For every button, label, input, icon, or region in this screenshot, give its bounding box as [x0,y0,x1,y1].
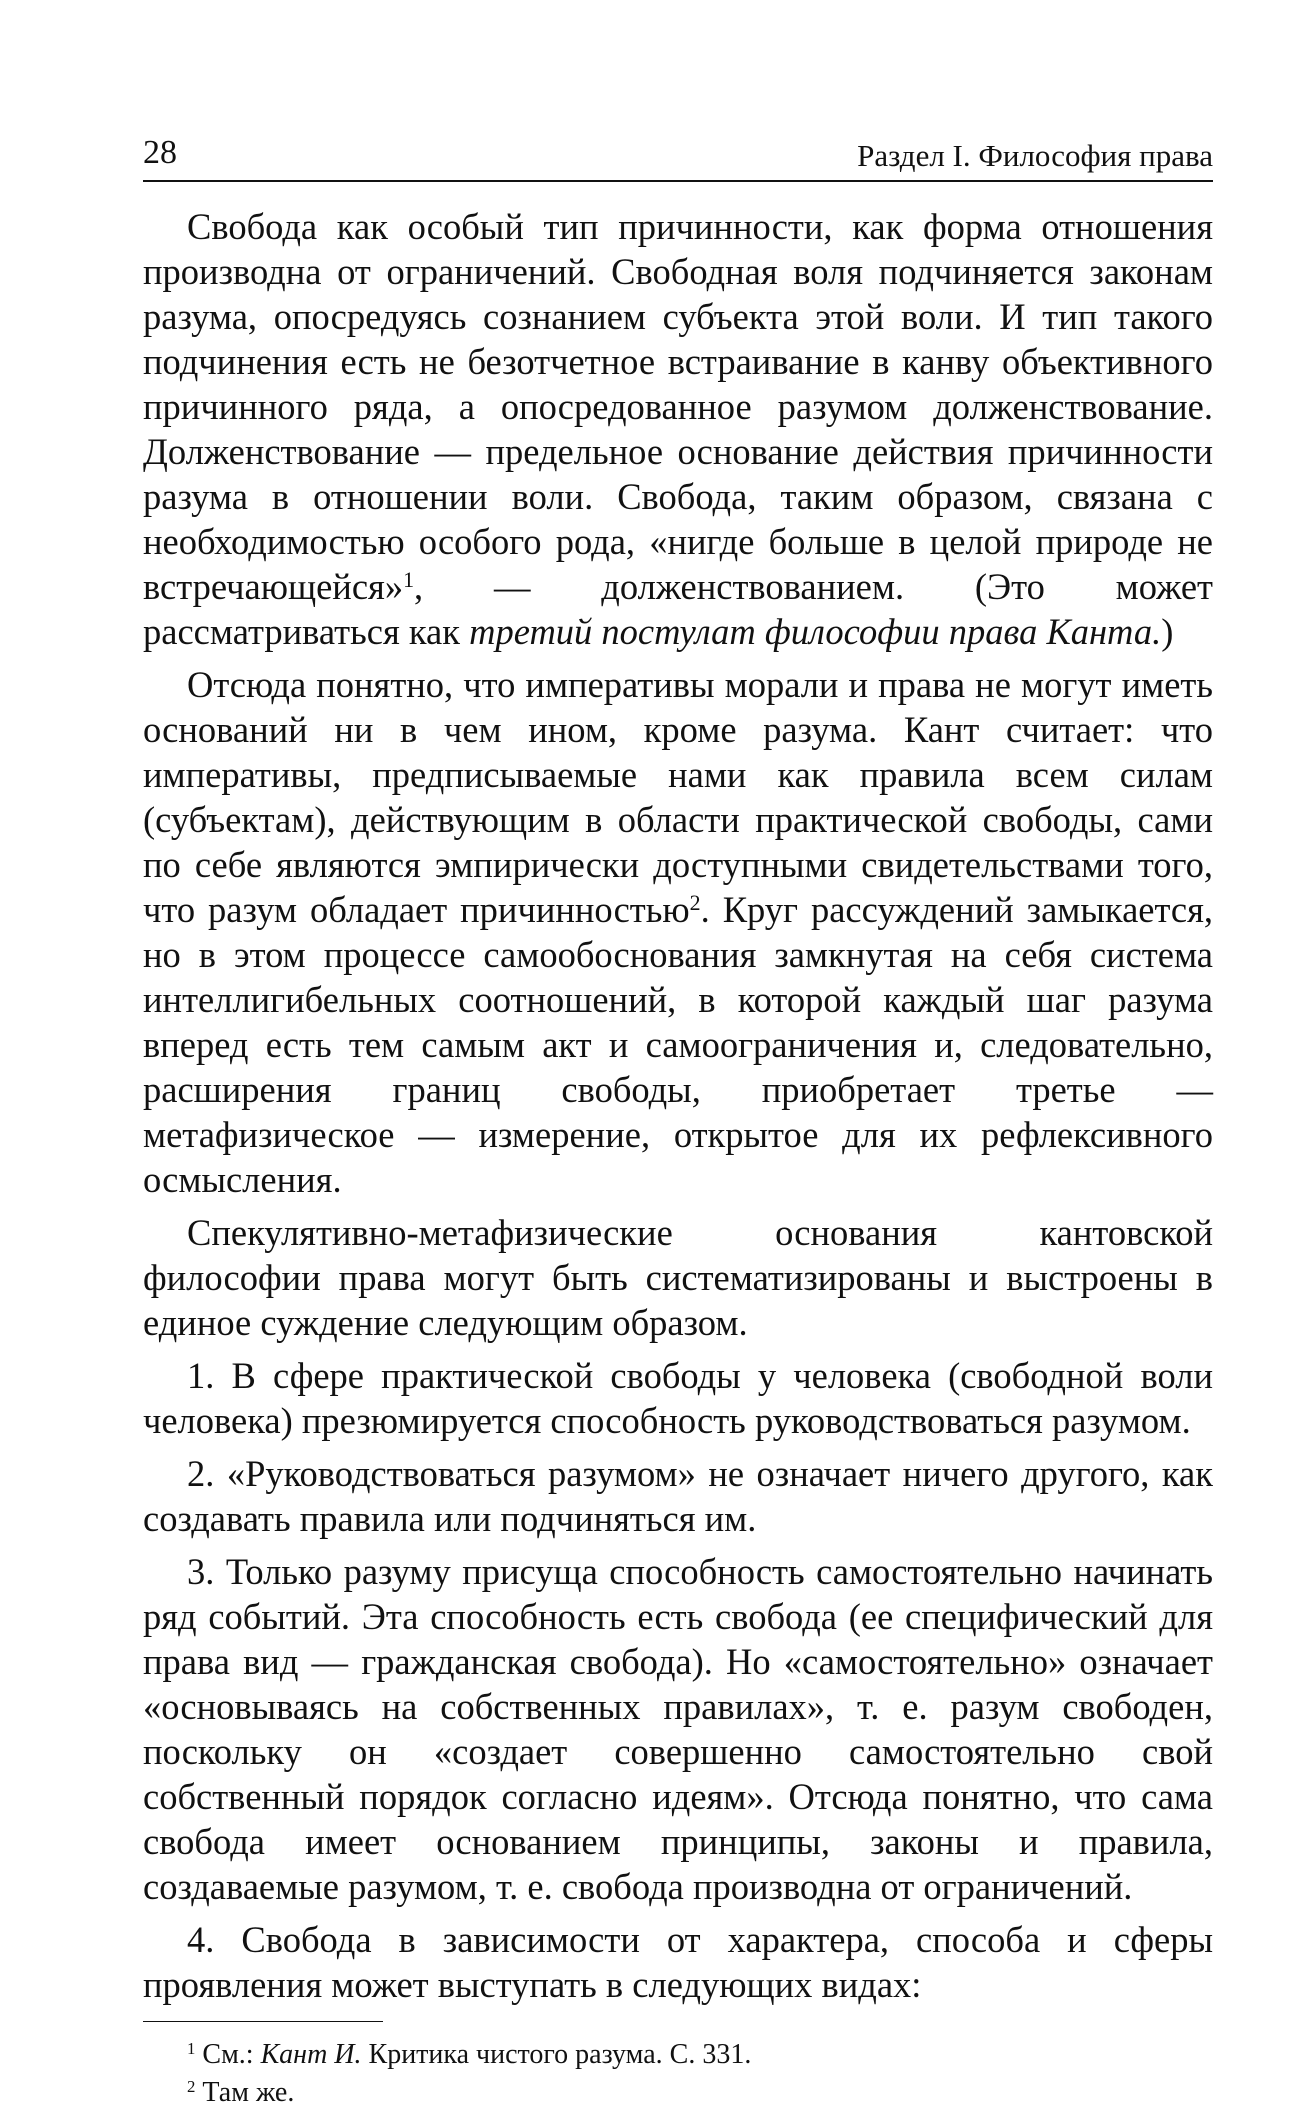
paragraph-text: , — долженствованием. (Это может рассматриваться как [143,566,1213,652]
footnote-prefix: См.: [195,2039,261,2070]
section-title: Раздел I. Философия права [857,138,1213,173]
paragraph-text: . Круг рассуждений замыкается, но в этом процессе самообоснования замкнутая на себя система интеллигибельных соотношений, в которой каждый шаг разума вперед есть тем самым акт и самоограничения и, следовательно, расширения границ свободы, приобретает третье — метафизическое — измерение, открытое для их рефлексивного осмысления. [143,889,1213,1200]
footnote-1 [143,2036,1213,2074]
running-head [143,128,1213,182]
footnote-number: 1 [187,2038,196,2058]
footnote-ref: 2 [689,889,701,915]
footnote-divider [143,2021,383,2022]
italic-phrase: третий постулат философии права Канта. [469,611,1162,652]
paragraph-text: Свобода как особый тип причинности, как форма отношения производна от ограничений. Свободная воля подчиняется законам разума, опосредуясь сознанием субъекта этой воли. И тип такого подчинения есть не безотчетное встраивание в канву объективного причинного ряда, а опосредованное разумом долженствование. Долженствование — предельное основание действия причинности разума в отношении воли. Свобода, таким образом, связана с необходимостью особого рода, «нигде больше в целой природе не встречающейся» [143,206,1213,607]
footnote-text: Критика чистого разума. С. 331. [361,2039,752,2070]
footnote-ref: 1 [403,566,415,592]
paragraph-text: Отсюда понятно, что императивы морали и права не могут иметь оснований ни в чем ином, кроме разума. Кант считает: что императивы, предписываемые нами как правила всем силам (субъектам), действующим в области практической свободы, сами по себе являются эмпирически доступными свидетельствами того, что разум обладает причинностью [143,664,1213,930]
paragraph-1 [143,204,1213,654]
footnotes [143,2036,1213,2112]
footnote-prefix: Там же. [195,2077,295,2108]
paragraph-3: Спекулятивно-метафизические основания кантовской философии права могут быть систематизированы и выстроены в единое суждение следующим образом. [143,1212,1213,1343]
list-item-4: 4. Свобода в зависимости от характера, способа и сферы проявления может выступать в следующих видах: [143,1919,1213,2005]
page-number: 28 [143,134,177,171]
list-item-3: 3. Только разуму присуща способность самостоятельно начинать ряд событий. Эта способность есть свобода (ее специфический для права вид — гражданская свобода). Но «самостоятельно» означает «основываясь на собственных правилах», т. е. разум свободен, поскольку он «создает совершенно самостоятельно свой собственный порядок согласно идеям». Отсюда понятно, что сама свобода имеет основанием принципы, законы и правила, создаваемые разумом, т. е. свобода производна от ограничений. [143,1551,1213,1907]
footnote-author: Кант И. [260,2039,362,2070]
body-text [143,204,1213,2007]
footnote-number: 2 [187,2076,196,2096]
book-page [143,128,1213,2112]
footnote-2 [143,2074,1213,2112]
list-item-2: 2. «Руководствоваться разумом» не означает ничего другого, как создавать правила или подчиняться им. [143,1453,1213,1539]
paragraph-2 [143,662,1213,1202]
paragraph-text: ) [1161,611,1174,652]
list-item-1: 1. В сфере практической свободы у человека (свободной воли человека) презюмируется способность руководствоваться разумом. [143,1355,1213,1441]
